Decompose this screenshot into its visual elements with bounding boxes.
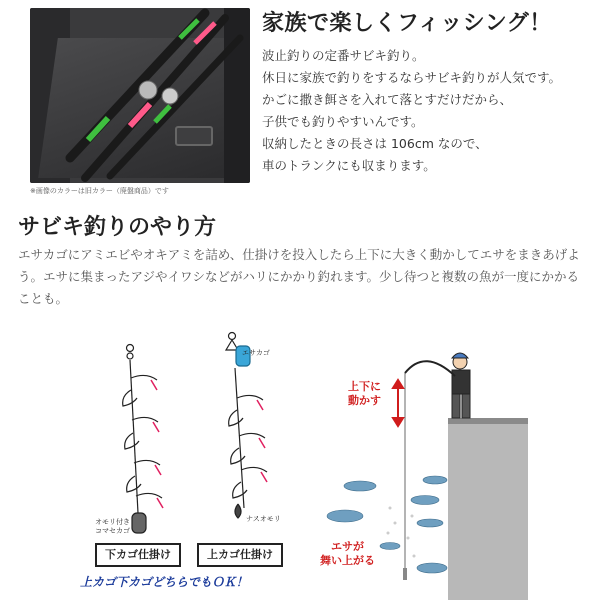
weight-basket-label-1: オモリ付き — [95, 518, 130, 526]
bait-basket-label: エサカゴ — [242, 349, 270, 357]
top-basket-rig-label: 上カゴ仕掛け — [197, 543, 283, 567]
photo-note: ※画像のカラーは旧カラー（廃盤商品）です — [30, 187, 169, 195]
rig-diagram-drawing — [0, 318, 600, 600]
intro-line: 車のトランクにも収まります。 — [262, 158, 436, 173]
both-ok-caption: 上カゴ下カゴどちらでもＯＫ！ — [80, 575, 248, 589]
bottom-basket-rig-label: 下カゴ仕掛け — [95, 543, 181, 567]
sinker-label: ナスオモリ — [246, 515, 281, 523]
intro-line: 収納したときの長さは 106cm なので、 — [262, 136, 488, 151]
bait-rise-label — [320, 540, 375, 568]
page-title: 家族で楽しくフィッシング！ — [262, 11, 552, 36]
rise-label-line: 舞い上がる — [320, 554, 375, 567]
intro-line: 休日に家族で釣りをするならサビキ釣りが人気です。 — [262, 70, 562, 85]
rig-diagram — [0, 318, 600, 600]
intro-line: 波止釣りの定番サビキ釣り。 — [262, 48, 425, 63]
move-label-line: 上下に — [348, 380, 381, 393]
trunk-photo — [30, 8, 250, 183]
weight-basket-label-2: コマセカゴ — [95, 527, 130, 535]
intro-text — [262, 45, 561, 177]
intro-line: かごに撒き餌さを入れて落とすだけだから、 — [262, 92, 513, 107]
rise-label-line: エサが — [331, 540, 364, 553]
move-up-down-label — [348, 380, 381, 408]
intro-line: 子供でも釣りやすいんです。 — [262, 114, 424, 129]
fishing-rods-illustration — [30, 8, 250, 183]
section-body: エサカゴにアミエビやオキアミを詰め、仕掛けを投入したら上下に大きく動かしてエサをまきあげよう。エサに集まったアジやイワシなどがハリにかかり釣れます。少し待つと複数の魚が一度にかかることも。 — [18, 247, 580, 306]
section-title: サビキ釣りのやり方 — [18, 215, 217, 240]
move-label-line: 動かす — [348, 394, 381, 407]
